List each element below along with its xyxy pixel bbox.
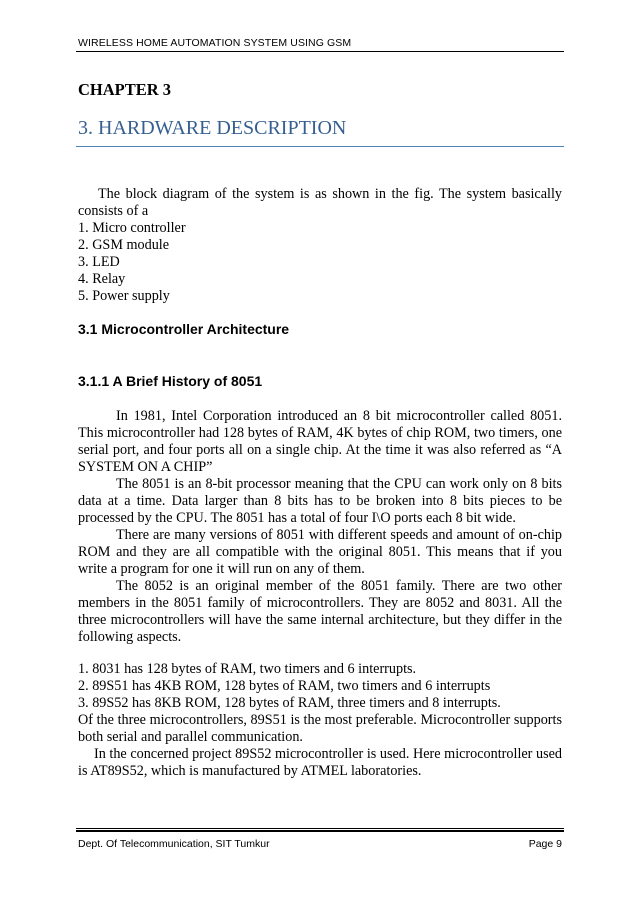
project-paragraph: In the concerned project 89S52 microcontroller is used. Here microcontroller used is AT89S52, which is manufactured by ATMEL laboratories.	[78, 746, 562, 779]
aspect-item: 3. 89S52 has 8KB ROM, 128 bytes of RAM, three timers and 8 interrupts.	[78, 695, 501, 711]
history-paragraph-4: The 8052 is an original member of the 8051 family. There are two other members in the 8051 family of microcontrollers. They are 8052 and 8031. All the three microcontrollers will have the same internal architecture, but they differ in the following aspects.	[78, 578, 562, 645]
footer-rule-thin	[76, 828, 564, 829]
list-item: 2. GSM module	[78, 237, 170, 253]
footer-page-number: Page 9	[528, 838, 562, 850]
footer-rule-thick	[76, 830, 564, 832]
aspects-block	[78, 661, 562, 780]
history-paragraph-1: In 1981, Intel Corporation introduced an 8 bit microcontroller called 8051. This microcontroller had 128 bytes of RAM, 4K bytes of chip ROM, two timers, one serial port, and four ports all on a single chip. At the time it was also referred as “A SYSTEM ON A CHIP”	[78, 408, 562, 475]
history-block	[78, 408, 562, 646]
list-item: 4. Relay	[78, 271, 126, 287]
header-rule	[76, 51, 564, 52]
running-header: WIRELESS HOME AUTOMATION SYSTEM USING GSM	[78, 37, 352, 49]
list-item: 1. Micro controller	[78, 220, 186, 236]
section-title-rule	[76, 146, 564, 147]
list-item: 3. LED	[78, 254, 120, 270]
subsection-heading-history: 3.1.1 A Brief History of 8051	[78, 373, 263, 389]
intro-block	[78, 186, 562, 305]
subsection-heading-architecture: 3.1 Microcontroller Architecture	[78, 321, 290, 337]
conclusion-paragraph: Of the three microcontrollers, 89S51 is the most preferable. Microcontroller supports both serial and parallel communication.	[78, 712, 562, 745]
list-item: 5. Power supply	[78, 288, 170, 304]
section-title: 3. HARDWARE DESCRIPTION	[78, 117, 347, 139]
aspect-item: 2. 89S51 has 4KB ROM, 128 bytes of RAM, two timers and 6 interrupts	[78, 678, 491, 694]
history-paragraph-3: There are many versions of 8051 with different speeds and amount of on-chip ROM and they are all compatible with the original 8051. This means that if you write a program for one it will run on any of them.	[78, 527, 562, 577]
history-paragraph-2: The 8051 is an 8-bit processor meaning that the CPU can work only on 8 bits data at a time. Data larger than 8 bits has to be broken into 8 bits pieces to be processed by the CPU. The 8051 has a total of four I\O ports each 8 bit wide.	[78, 476, 562, 526]
intro-paragraph: The block diagram of the system is as shown in the fig. The system basically consists of a	[78, 186, 562, 219]
aspect-item: 1. 8031 has 128 bytes of RAM, two timers and 6 interrupts.	[78, 661, 417, 677]
chapter-label: CHAPTER 3	[78, 80, 172, 99]
footer-department: Dept. Of Telecommunication, SIT Tumkur	[78, 838, 270, 850]
